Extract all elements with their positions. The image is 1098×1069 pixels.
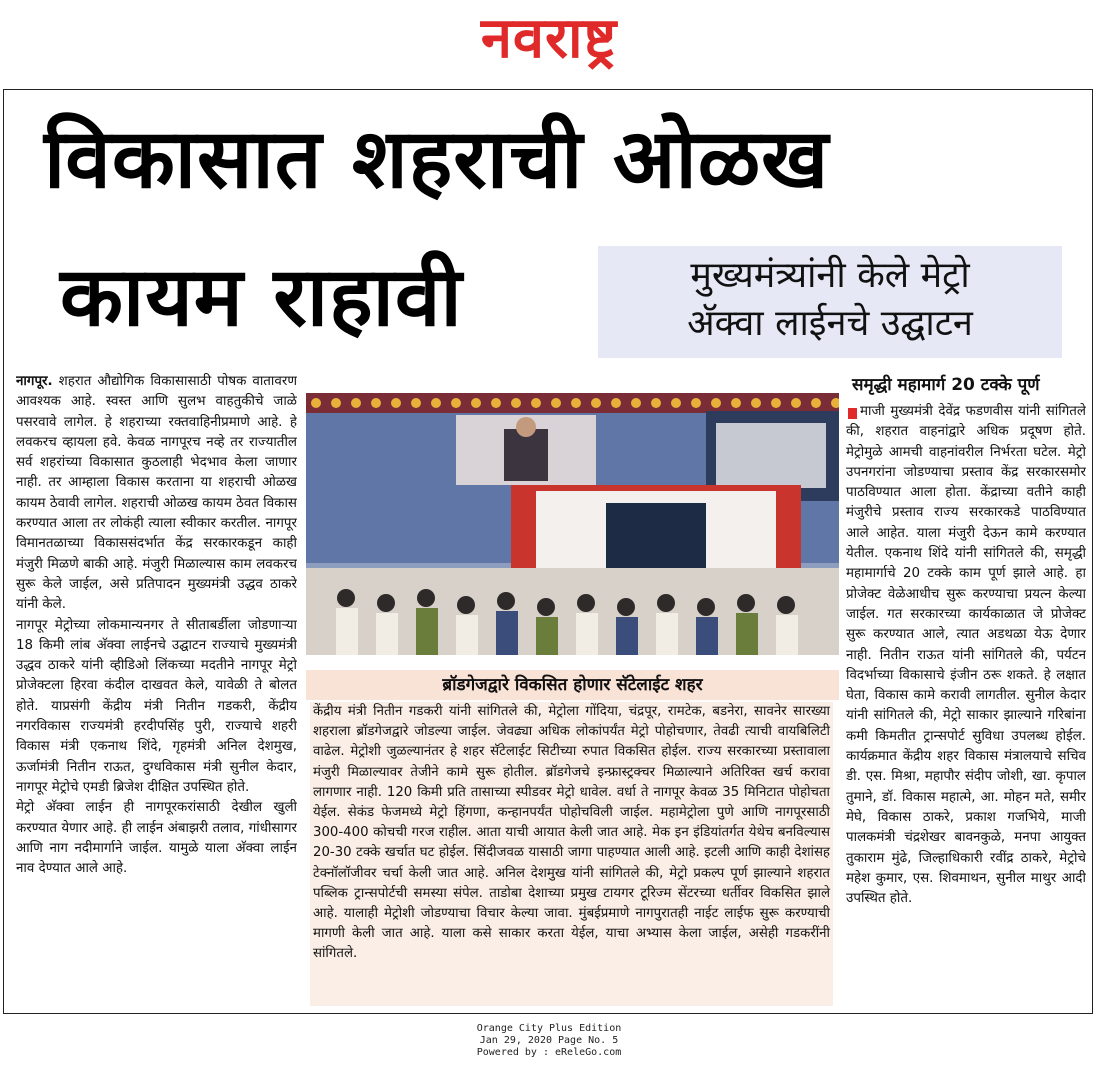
footer-date: Jan 29, 2020 Page No. 5 [479, 1035, 619, 1046]
right-column-title: समृद्धी महामार्ग 20 टक्के पूर्ण [852, 375, 1040, 395]
subheadline-box [598, 246, 1062, 358]
photo-illustration [306, 393, 839, 655]
left-paragraph-2: नागपूर मेट्रोच्या लोकमान्यनगर ते सीताबर्डीला जोडणाऱ्या 18 किमी लांब अ‍ॅक्वा लाईनचे उद्घाटन राज्याचे मुख्यमंत्री उद्धव ठाकरे यांनी व्हीडिओ लिंकच्या मदतीने नागपूर मेट्रो प्रोजेक्टला हिरवा कंदील दाखवत केले, यावेळी ते बोलत होते. याप्रसंगी केंद्रीय मंत्री नितीन गडकरी, केंद्रीय नगरविकास राज्यमंत्री हरदीपसिंह पुरी, राज्याचे शहरी विकास मंत्री एकनाथ शिंदे, गृहमंत्री अनिल देशमुख, ऊर्जामंत्री नितीन राऊत, दुग्धविकास मंत्री सुनील केदार, नागपूर मेट्रोचे एमडी ब्रिजेश दीक्षित उपस्थित होते. [16, 617, 297, 795]
page-footer [0, 1023, 1098, 1059]
event-stage-photo [306, 393, 839, 655]
left-paragraph-1-text: शहरात औद्योगिक विकासासाठी पोषक वातावरण आवश्यक आहे. स्वस्त आणि सुलभ वाहतुकीचे जाळे पसरवावे लागेल. हे शहराच्या रक्तवाहिनीप्रमाणे आहे. हे लवकरच व्हायला हवे. केवळ नागपूरच नव्हे तर राज्यातील सर्व शहरांच्या विकासात कुठलाही भेदभाव केला जाणार नाही. तर आम्हाला विकास करताना या शहराची ओळख कायम ठेवावी लागेल. शहराची ओळख कायम ठेवत विकास करण्यात आला तर लोकंही त्याला स्वीकार करतील. नागपूर विमानतळाच्या विकाससंदर्भात केंद्र सरकारकडून काही मंजुरी मिळणे बाकी आहे. मंजुरी मिळाल्यास काम लवकरच सुरू केले जाईल, असे प्रतिपादन मुख्यमंत्री उद्धव ठाकरे यांनी केले. [16, 374, 297, 613]
dateline: नागपूर. [16, 374, 53, 389]
subheadline-line-1: मुख्यमंत्र्यांनी केले मेट्रो [690, 255, 970, 296]
headline-line-1: विकासात शहराची ओळख [44, 112, 830, 207]
footer-powered-by: Powered by : eReleGo.com [476, 1047, 622, 1058]
left-paragraph-3: मेट्रो अ‍ॅक्वा लाईन ही नागपूरकरांसाठी देखील खुली करण्यात येणार आहे. ही लाईन अंबाझरी तलाव, गांधीसागर आणि नाग नदीमार्गाने जाईल. यामुळे याला अ‍ॅक्वा लाईन नाव देण्यात आले आहे. [16, 800, 297, 877]
middle-box-body: केंद्रीय मंत्री नितीन गडकरी यांनी सांगितले की, मेट्रोला गोंदिया, चंद्रपूर, रामटेक, बडनेरा, सावनेर सारख्या शहराला ब्रॉडगेजद्वारे जोडल्या जाईल. जेवढ्या अधिक लोकांपर्यंत मेट्रो पोहोचणार, तेवढी त्याची वायबिलिटी वाढेल. मेट्रोशी जुळल्यानंतर हे शहर सॅटेलाईट सिटीच्या रुपात विकसित होईल. राज्य सरकारच्या प्रस्तावाला मंजुरी मिळाल्यावर तेजीने कामे सुरू होतील. ब्रॉडगेजचे इन्फ्रास्ट्रक्चर मिळाल्याने अतिरिक्त खर्च करावा लागणार नाही. 120 किमी प्रति तासाच्या स्पीडवर मेट्रो धावेल. वर्धा ते नागपूर केवळ 35 मिनिटात पोहोचता येईल. सेकंड फेजमध्ये मेट्रो हिंगणा, कन्हानपर्यंत पोहोचविली जाईल. महामेट्रोला पुणे आणि नागपूरसाठी 300-400 कोचची गरज राहील. आता याची आयात केली जात आहे. मेक इन इंडियांतर्गत येथेच बनविल्यास 20-30 टक्के खर्चात घट होईल. सिंदीजवळ यासाठी जागा पाहण्यात आली आहे. इटली आणि काही देशांसह टेक्नॉलॉजीवर चर्चा केली जात आहे. अनिल देशमुख यांनी सांगितले की, मेट्रो प्रकल्प पूर्ण झाल्याने शहरात पब्लिक ट्रान्सपोर्टची समस्या संपेल. ताडोबा देशाच्या प्रमुख टायगर टूरिज्म सेंटरच्या धर्तीवर विकसित झाले आहे. यालाही मेट्रोशी जोडण्याचा विचार केल्या जावा. मुंबईप्रमाणे नागपुरातही नाईट लाईफ सुरू करण्याची मागणी केली जात आहे. याला कसे साकार करता येईल, याचा अभ्यास केला जाईल, असेही गडकरींनी सांगितले. [310, 702, 833, 1006]
left-paragraph-1 [16, 372, 297, 616]
right-column-body [846, 402, 1086, 1002]
right-paragraph: माजी मुख्यमंत्री देवेंद्र फडणवीस यांनी सांगितले की, शहरात वाहनांद्वारे अधिक प्रदूषण होते. मेट्रोमुळे आमची वाहनांवरील निर्भरता घटेल. मेट्रो उपनगरांना जोडण्याचा प्रस्ताव केंद्र सरकारसमोर पाठविण्यात आला होता. केंद्राच्या वतीने काही मंजुरीचे प्रस्ताव राज्य सरकारकडे पाठविण्यात आले आहेत. याला मंजुरी देऊन कामे करण्यात येतील. एकनाथ शिंदे यांनी सांगितले की, समृद्धी महामार्गाचे 20 टक्के काम पूर्ण झाले आहे. हा प्रोजेक्ट वेळेआधीच सुरू करण्याचा प्रयत्न केल्या जाईल. गत सरकारच्या कार्यकाळात जे प्रोजेक्ट सुरू करण्यात आले, त्यात अडथळा येऊ देणार नाही. नितीन राऊत यांनी सांगितले की, पर्यटन विदर्भाच्या विकासाचे इंजीन ठरू शकते. हे लक्षात घेता, विकास कामे करावी लागतील. सुनील केदार यांनी सांगितले की, मेट्रो साकार झाल्याने गरिबांना कमी किमतीत ट्रान्सपोर्ट सुविधा उपलब्ध होईल. कार्यक्रमात केंद्रीय शहर विकास मंत्रालयाचे सचिव डी. एस. मिश्रा, महापौर संदीप जोशी, खा. कृपाल तुमाने, डॉ. विकास महात्मे, आ. मोहन मते, समीर मेघे, विकास ठाकरे, प्रकाश गजभिये, माजी पालकमंत्री चंद्रशेखर बावनकुळे, मनपा आयुक्त तुकाराम मुंढे, जिल्हाधिकारी रवींद्र ठाकरे, मेट्रोचे महेश कुमार, एस. शिवमाथन, सुनील माथुर आदी उपस्थित होते. [846, 404, 1086, 907]
middle-box-title: ब्रॉडगेजद्वारे विकसित होणार सॅटेलाईट शहर [306, 670, 839, 700]
subheadline-line-2: अ‍ॅक्वा लाईनचे उद्घाटन [687, 303, 973, 344]
masthead-logo: नवराष्ट्र [480, 6, 618, 71]
left-column [16, 372, 297, 1012]
footer-edition: Orange City Plus Edition [476, 1023, 622, 1034]
headline-line-2: कायम राहावी [60, 250, 463, 345]
